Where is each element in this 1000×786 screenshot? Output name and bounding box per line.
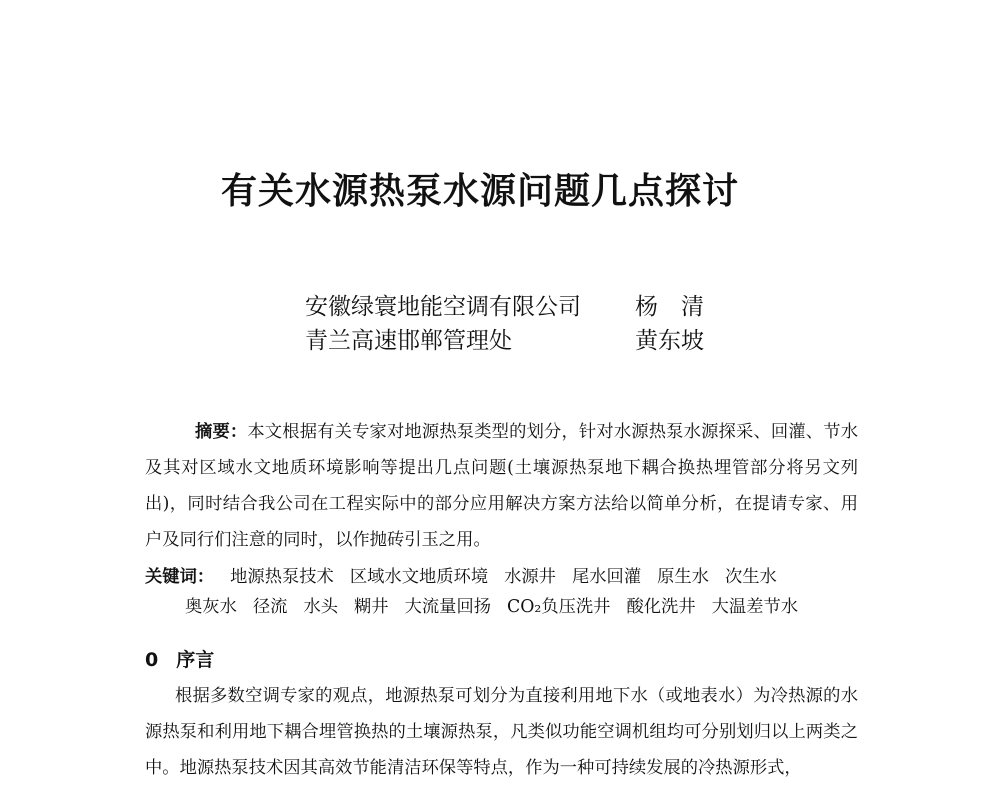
- author-affiliation: 安徽绿寰地能空调有限公司: [305, 294, 581, 320]
- abstract-label: 摘要：: [195, 422, 248, 442]
- keywords: [145, 562, 858, 622]
- section-heading: [145, 645, 214, 672]
- keyword: 径流: [252, 597, 288, 617]
- keyword: 大流量回扬: [404, 597, 492, 617]
- abstract: [145, 414, 858, 558]
- keyword: 水头: [303, 597, 339, 617]
- paper-title: 有关水源热泵水源问题几点探讨: [220, 171, 739, 212]
- author-name: 黄东坡: [635, 328, 704, 354]
- section-title: 序言: [176, 649, 215, 671]
- keyword: 区域水文地质环境: [349, 567, 489, 587]
- keyword: 酸化洗井: [626, 597, 696, 617]
- abstract-text: 本文根据有关专家对地源热泵类型的划分，针对水源热泵水源探采、回灌、节水及其对区域水文地质环境影响等提出几点问题(土壤源热泵地下耦合换热埋管部分将另文列出)，同时结合我公司在工程实际中的部分应用解决方案方法给以简单分析，在提请专家、用户及同行们注意的同时，以作抛砖引玉之用。: [145, 422, 858, 550]
- keyword: 次生水: [724, 567, 777, 587]
- keyword: 地源热泵技术: [230, 567, 334, 587]
- keyword: CO₂负压洗井: [507, 597, 611, 617]
- author-affiliation: 青兰高速邯郸管理处: [305, 328, 512, 354]
- keyword: 尾水回灌: [571, 567, 642, 587]
- body-paragraph: 根据多数空调专家的观点，地源热泵可划分为直接利用地下水（或地表水）为冷热源的水源热泵和利用地下耦合埋管换热的土壤源热泵，凡类似功能空调机组均可分别划归以上两类之中。地源热泵技术因其高效节能清洁环保等特点，作为一种可持续发展的冷热源形式，: [145, 686, 858, 778]
- keyword: 水源井: [504, 567, 556, 587]
- keywords-label: 关键词：: [145, 567, 215, 587]
- author-name: 杨 清: [635, 294, 704, 320]
- keyword: 大温差节水: [711, 597, 799, 617]
- keyword: 糊井: [354, 597, 389, 617]
- keyword: 奥灰水: [185, 597, 237, 617]
- keyword: 原生水: [657, 567, 709, 587]
- section-number: 0: [145, 649, 159, 671]
